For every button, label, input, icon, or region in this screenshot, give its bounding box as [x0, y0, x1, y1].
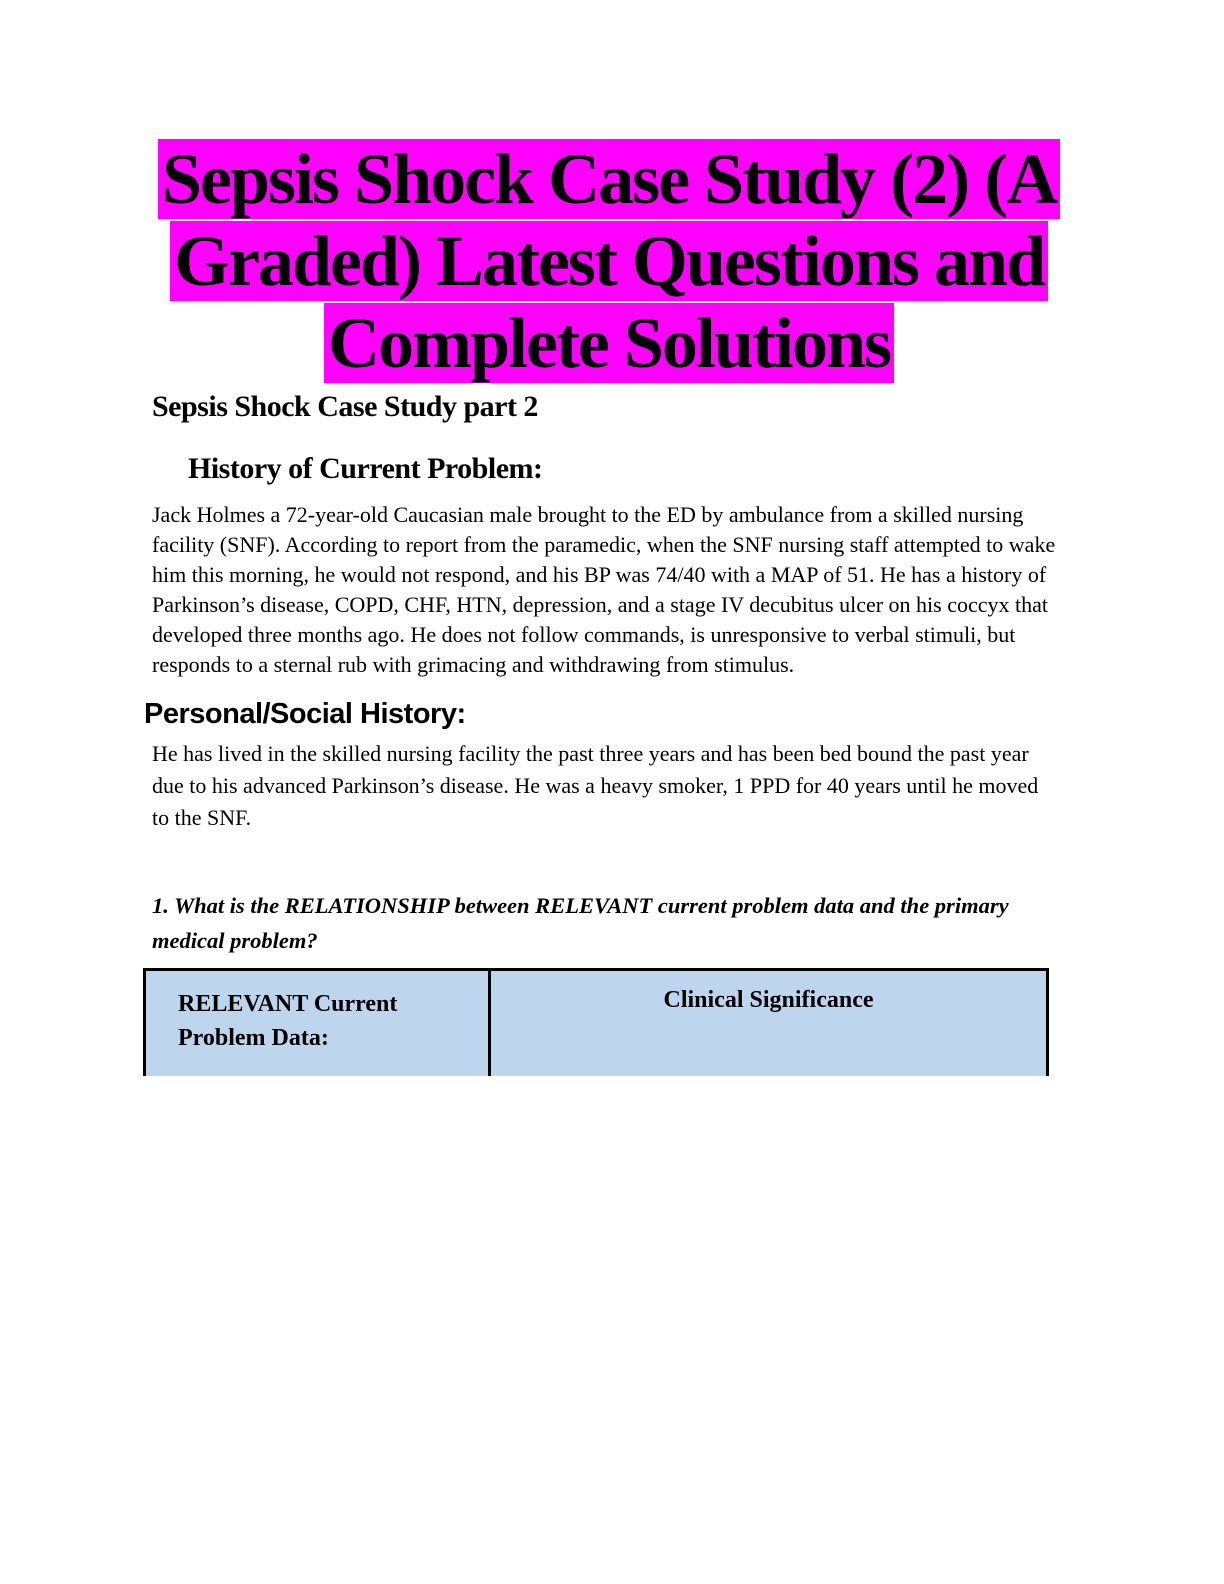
table-header-relevant-data: RELEVANT Current Problem Data:	[146, 971, 491, 1076]
document-subtitle: Sepsis Shock Case Study part 2	[152, 390, 538, 423]
history-section-paragraph: Jack Holmes a 72-year-old Caucasian male brought to the ED by ambulance from a skilled nursing facility (SNF). According to report from the paramedic, when the SNF nursing staff attempted to wake him this morning, he would not respond, and his BP was 74/40 with a MAP of 51. He has a history of Parkinson’s disease, COPD, CHF, HTN, depression, and a stage IV decubitus ulcer on his coccyx that developed three months ago. He does not follow commands, is unresponsive to verbal stimuli, but responds to a sternal rub with grimacing and withdrawing from stimulus.	[152, 502, 1056, 677]
title-line-3	[130, 302, 1088, 384]
title-line-2-highlight: Graded) Latest Questions and	[170, 221, 1048, 301]
title-line-3-highlight: Complete Solutions	[324, 303, 894, 383]
title-line-1-highlight: Sepsis Shock Case Study (2) (A	[158, 139, 1060, 219]
table-header-clinical-significance: Clinical Significance	[663, 987, 874, 1013]
title-line-2	[130, 220, 1088, 302]
personal-social-paragraph: He has lived in the skilled nursing facility the past three years and has been bed bound the past year due to his advanced Parkinson’s disease. He was a heavy smoker, 1 PPD for 40 years until he moved to the SNF.	[152, 741, 1039, 830]
title-line-1	[130, 138, 1088, 220]
document-title	[130, 138, 1088, 384]
question-1-text: 1. What is the RELATIONSHIP between RELEVANT current problem data and the primary medical problem?	[152, 893, 1009, 953]
question-1-answer-table	[143, 968, 1049, 1076]
history-section-heading: History of Current Problem:	[188, 452, 543, 485]
personal-social-heading: Personal/Social History:	[144, 698, 466, 730]
